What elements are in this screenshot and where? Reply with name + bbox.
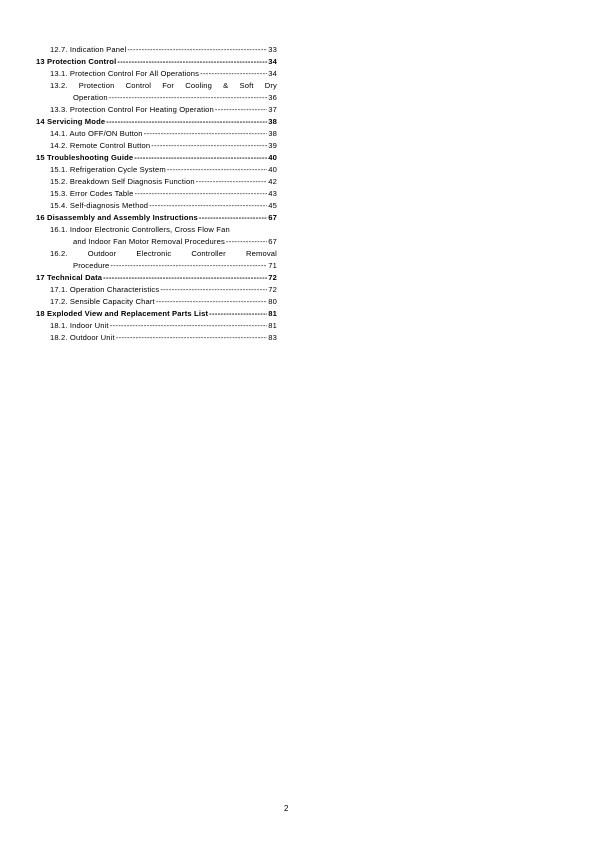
toc-entry-word: Removal [245,249,277,258]
dot-leader [134,152,267,164]
toc-entry-title: 16 Disassembly and Assembly Instructions [36,213,198,222]
toc-entry-title: 17 Technical Data [36,273,103,282]
toc-entry[interactable] [36,200,277,212]
dot-leader [226,236,267,248]
toc-entry-page: 36 [268,93,277,102]
toc-entry-word: Cooling [185,81,213,90]
toc-entry[interactable] [36,308,277,320]
toc-entry[interactable] [36,56,277,68]
toc-entry[interactable] [36,68,277,80]
toc-entry-word: Soft [239,81,254,90]
toc-entry-page: 67 [268,237,277,246]
toc-entry-title: 16.1. Indoor Electronic Controllers, Cross Flow Fan [50,225,230,234]
toc-entry-page: 40 [268,153,277,162]
toc-entry-page: 39 [268,141,277,150]
toc-entry-title: and Indoor Fan Motor Removal Procedures [73,237,225,246]
toc-entry-word: Control [125,81,152,90]
toc-entry[interactable] [36,212,277,224]
toc-entry[interactable] [36,284,277,296]
toc-entry[interactable] [36,128,277,140]
toc-entry-page: 42 [268,177,277,186]
toc-entry-page: 38 [268,129,277,138]
toc-entry[interactable] [36,176,277,188]
toc-entry-line[interactable] [36,248,277,260]
toc-entry-title: Operation [73,93,108,102]
toc-entry-title: 15.4. Self-diagnosis Method [50,201,149,210]
toc-entry-page: 81 [268,321,277,330]
toc-entry-page: 80 [268,297,277,306]
toc-entry-title: Procedure [73,261,110,270]
toc-entry-title: 17.2. Sensible Capacity Chart [50,297,155,306]
toc-entry-page: 33 [268,45,277,54]
toc-entry[interactable] [36,44,277,56]
toc-entry[interactable] [36,332,277,344]
toc-entry-page: 45 [268,201,277,210]
toc-entry-word: Electronic [136,249,172,258]
toc-entry-word: For [162,81,175,90]
page-number: 2 [284,804,289,813]
dot-leader [196,176,268,188]
toc-entry-line[interactable] [36,80,277,92]
toc-entry-page: 43 [268,189,277,198]
toc-entry-title: 18.1. Indoor Unit [50,321,109,330]
toc-entry-title: 15.3. Error Codes Table [50,189,134,198]
toc-entry[interactable] [36,152,277,164]
toc-entry-page: 34 [268,57,277,66]
dot-leader [135,188,268,200]
toc-entry-page: 40 [268,165,277,174]
toc-entry[interactable] [36,104,277,116]
dot-leader [215,104,267,116]
toc-entry[interactable] [36,320,277,332]
toc-entry-page: 72 [268,285,277,294]
dot-leader [110,320,268,332]
toc-entry-title: 14.1. Auto OFF/ON Button [50,129,143,138]
toc-entry-title: 14 Servicing Mode [36,117,106,126]
toc-entry[interactable] [36,164,277,176]
dot-leader [167,164,267,176]
toc-entry-title: 13.1. Protection Control For All Operations [50,69,200,78]
toc-entry-title: 17.1. Operation Characteristics [50,285,160,294]
dot-leader [106,116,267,128]
toc-entry-title: 18 Exploded View and Replacement Parts List [36,309,209,318]
dot-leader [116,332,267,344]
toc-entry-title: 18.2. Outdoor Unit [50,333,115,342]
toc-entry[interactable] [36,236,277,248]
dot-leader [160,284,267,296]
dot-leader [156,296,267,308]
dot-leader [127,44,267,56]
toc-entry-title: 13 Protection Control [36,57,117,66]
toc-entry[interactable] [36,116,277,128]
toc-entry[interactable] [36,140,277,152]
toc-entry-word: Outdoor [87,249,117,258]
toc-entry[interactable] [36,188,277,200]
toc-entry-page: 38 [268,117,277,126]
dot-leader [110,260,267,272]
toc-entry-title: 15 Troubleshooting Guide [36,153,134,162]
toc-entry-page: 72 [268,273,277,282]
toc-entry-page: 37 [268,105,277,114]
toc-entry-number: 16.2. [50,249,68,258]
dot-leader [109,92,268,104]
dot-leader [200,68,267,80]
dot-leader [144,128,268,140]
toc-entry-title: 13.3. Protection Control For Heating Operation [50,105,214,114]
toc-entry[interactable] [36,296,277,308]
toc-entry[interactable] [36,272,277,284]
toc-entry-word: & [223,81,229,90]
toc-entry-page: 67 [268,213,277,222]
toc-entry-line[interactable] [36,224,277,236]
dot-leader [209,308,267,320]
toc-entry-title [50,80,277,92]
toc-entry-word: Controller [191,249,226,258]
toc-entry-title [50,248,277,260]
toc-entry-title: 14.2. Remote Control Button [50,141,151,150]
dot-leader [199,212,267,224]
toc-entry-page: 83 [268,333,277,342]
dot-leader [103,272,267,284]
toc-entry-page: 81 [268,309,277,318]
toc-entry-title: 15.1. Refrigeration Cycle System [50,165,166,174]
toc-entry-word: Protection [78,81,115,90]
toc-entry[interactable] [36,92,277,104]
dot-leader [149,200,267,212]
toc-entry-title: 12.7. Indication Panel [50,45,127,54]
toc-entry-number: 13.2. [50,81,68,90]
toc-entry-page: 71 [268,261,277,270]
dot-leader [117,56,267,68]
dot-leader [151,140,267,152]
toc-entry-page: 34 [268,69,277,78]
toc-entry[interactable] [36,260,277,272]
toc-entry-title: 15.2. Breakdown Self Diagnosis Function [50,177,195,186]
toc-entry-word: Dry [264,81,277,90]
table-of-contents [36,44,277,344]
